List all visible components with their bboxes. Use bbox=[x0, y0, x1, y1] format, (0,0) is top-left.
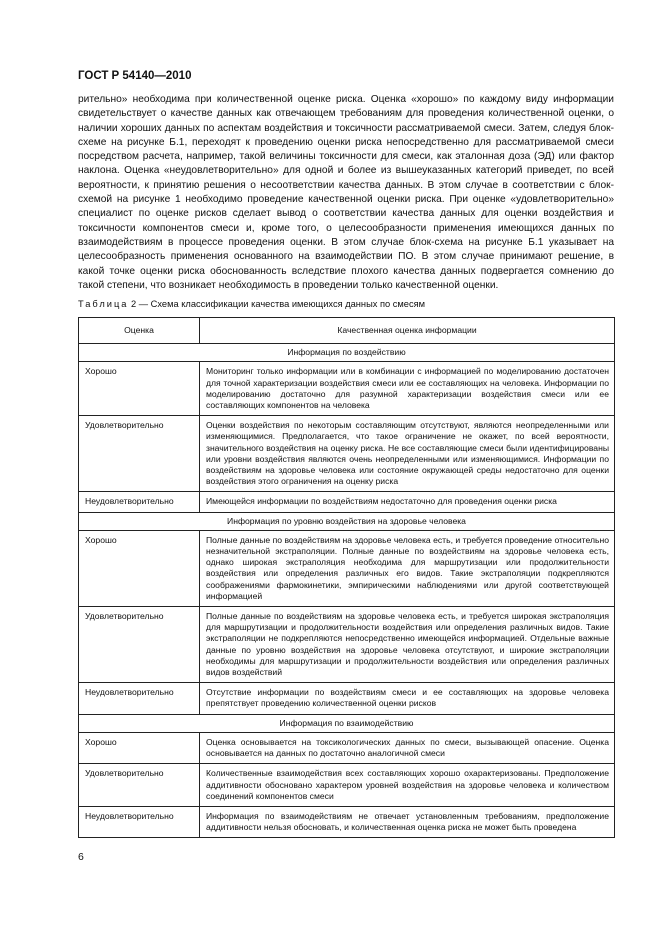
assessment-cell: Отсутствие информации по воздействиям смеси и ее составляющих на здоровье человека препятствует проведению количественной оценки рисков bbox=[200, 683, 615, 714]
table-row bbox=[79, 492, 615, 512]
assessment-cell: Количественные взаимодействия всех составляющих хорошо охарактеризованы. Предположение аддитивности обосновано характером уровней воздействия на здоровье человека и количеством соединений компонентов смеси bbox=[200, 764, 615, 807]
table-row bbox=[79, 530, 615, 606]
body-paragraph: рительно» необходима при количественной оценке риска. Оценка «хорошо» по каждому виду информации свидетельствует о качестве данных как отвечающем требованиям для проведения количественной оценки, о наличии хороших данных по аспектам воздействия и токсичности рассматриваемой смеси. Затем, следуя блок-схеме на рисунке Б.1, переходят к проведению оценки риска непосредственно для рассматриваемой смеси посредством расчета, например, такой величины токсичности для смеси, как эталонная доза (ЭД) или фактор наклона. Оценка «неудовлетворительно» для одной и более из вышеуказанных категорий приведет, по всей вероятности, к принятию решения о несоответствии качества данных. В этом случае в соответствии с блок-схемой на рисунке 1 необходимо проведение качественной оценки риска. При оценке «удовлетворительно» специалист по оценке рисков сделает вывод о соответствии качества данных для оценки воздействия и токсичности компонентов смеси и, кроме того, о целесообразности применения имеющихся данных по взаимодействиям в процессе проведения оценки. В этом случае блок-схема на рисунке Б.1 указывает на целесообразность применения основанного на взаимодействии ПО. В этом случае принимают решение, в какой точке оценки риска обоснованность вследствие плохого качества данных подвергается сомнению до такой степени, что возникает необходимость в проведении только качественной оценки. bbox=[78, 94, 614, 291]
header-grade: Оценка bbox=[79, 318, 200, 344]
grade-cell: Хорошо bbox=[79, 732, 200, 763]
assessment-cell: Информация по взаимодействиям не отвечает установленным требованиям, предположение аддитивности нельзя обосновать, и количественная оценка риска не может быть проведена bbox=[200, 806, 615, 837]
assessment-cell: Оценки воздействия по некоторым составляющим отсутствуют, являются неопределенными или изменяющимися. Предполагается, что такое ограничение не окажет, по всей вероятности, значительного воздействия на оценку риска. Не все составляющие смеси были идентифицированы или уровни воздействия являются очень неопределенными или изменяющимися. Информации по воздействиям на здоровье человека или состояние окружающей среды недостаточно для оценки воздействия этого ограничения на оценку риска bbox=[200, 416, 615, 492]
grade-cell: Хорошо bbox=[79, 530, 200, 606]
section-row bbox=[79, 714, 615, 732]
document-header: ГОСТ Р 54140—2010 bbox=[78, 70, 192, 82]
assessment-cell: Полные данные по воздействиям на здоровье человека есть, и требуется проведение относительно незначительной экстраполяции. Полные данные по воздействиям на здоровье человека есть, однако широкая экстраполяция необходима для маршрутизации или продолжительности воздействия или определения различных его видов. Такие экстраполяции подкрепляются соображениями фармокинетики, эмпирическими наблюдениями или другой соответствующей информацией bbox=[200, 530, 615, 606]
table-row bbox=[79, 607, 615, 683]
assessment-cell: Оценка основывается на токсикологических данных по смеси, вызывающей опасение. Оценка основывается на данных по достаточно аналогичной смеси bbox=[200, 732, 615, 763]
grade-cell: Хорошо bbox=[79, 362, 200, 416]
table-row bbox=[79, 764, 615, 807]
page-number: 6 bbox=[78, 851, 84, 863]
section-title-interaction: Информация по взаимодействию bbox=[79, 714, 615, 732]
table-caption bbox=[78, 298, 618, 310]
table-row bbox=[79, 732, 615, 763]
table-header-row bbox=[79, 318, 615, 344]
assessment-cell: Полные данные по воздействиям на здоровье человека есть, и требуется широкая экстраполяция для маршрутизации и продолжительности воздействия или определения различных видов. Такие экстраполяции не подкрепляются непосредственно имеющейся информацией. Отдельные важные данные по уровню воздействия на здоровье человека отсутствуют, и широкие экстраполяции необходимы для маршрутизации и продолжительности воздействия или определения различных видов воздействий bbox=[200, 607, 615, 683]
table-row bbox=[79, 806, 615, 837]
section-row bbox=[79, 344, 615, 362]
section-row bbox=[79, 512, 615, 530]
table-row bbox=[79, 362, 615, 416]
classification-table bbox=[78, 317, 615, 838]
table-row bbox=[79, 683, 615, 714]
grade-cell: Неудовлетворительно bbox=[79, 683, 200, 714]
grade-cell: Удовлетворительно bbox=[79, 607, 200, 683]
assessment-cell: Мониторинг только информации или в комбинации с информацией по моделированию достаточен для точной характеризации воздействия смеси или ее составляющих на человека. Информации по моделированию достаточно для разумной характеризации воздействия смеси или ее составляющих компонентов на человека bbox=[200, 362, 615, 416]
table-row bbox=[79, 416, 615, 492]
assessment-cell: Имеющейся информации по воздействиям недостаточно для проведения оценки риска bbox=[200, 492, 615, 512]
table-caption-label: Таблица bbox=[78, 299, 129, 309]
grade-cell: Удовлетворительно bbox=[79, 764, 200, 807]
section-title-health: Информация по уровню воздействия на здоровье человека bbox=[79, 512, 615, 530]
header-assessment: Качественная оценка информации bbox=[200, 318, 615, 344]
section-title-exposure: Информация по воздействию bbox=[79, 344, 615, 362]
grade-cell: Неудовлетворительно bbox=[79, 492, 200, 512]
grade-cell: Неудовлетворительно bbox=[79, 806, 200, 837]
grade-cell: Удовлетворительно bbox=[79, 416, 200, 492]
table-caption-title: 2 — Схема классификации качества имеющихся данных по смесям bbox=[128, 299, 426, 309]
